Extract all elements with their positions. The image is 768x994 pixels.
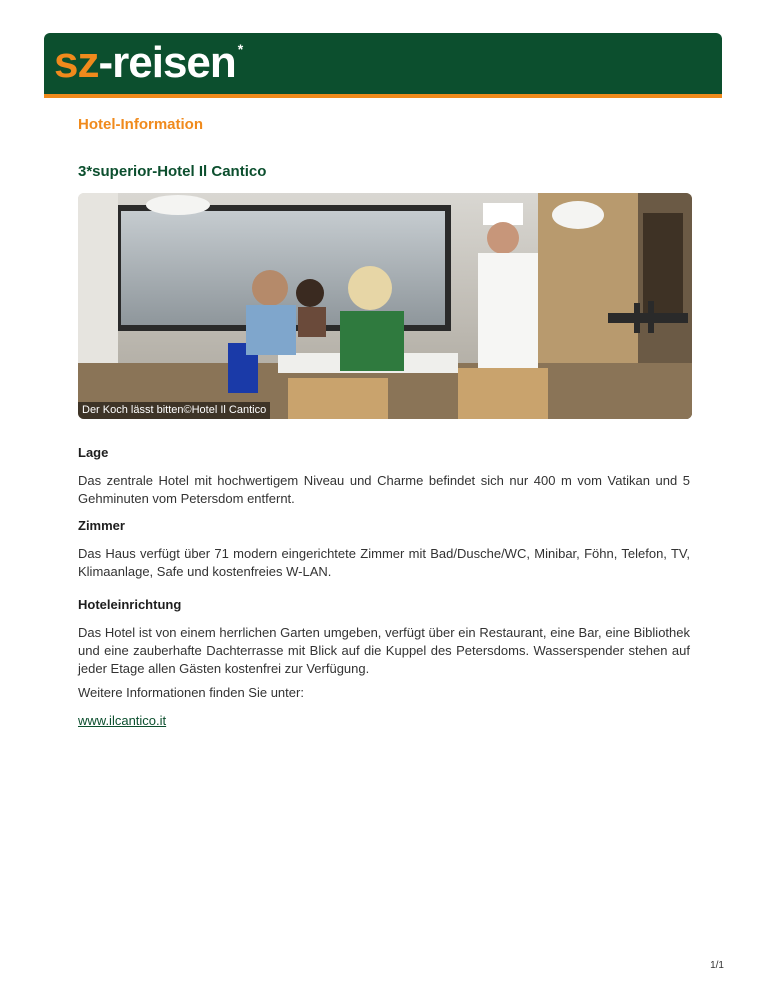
text-hoteleinrichtung: Das Hotel ist von einem herrlichen Garten umgeben, verfügt über ein Restaurant, eine Bar, eine Bibliothek und eine zauberhafte Dachterrasse mit Blick auf die Kuppel des Petersdoms. Wasserspender stehen auf jeder Etage allen Gästen kostenfrei zur Verfügung. [78, 625, 690, 676]
logo-star: * [237, 41, 243, 57]
more-info-text: Weitere Informationen finden Sie unter: [78, 685, 304, 700]
sz-reisen-logo [54, 35, 242, 91]
header-banner [44, 33, 722, 95]
heading-hoteleinrichtung: Hoteleinrichtung [78, 597, 182, 612]
text-zimmer: Das Haus verfügt über 71 modern eingerichtete Zimmer mit Bad/Dusche/WC, Minibar, Föhn, Telefon, TV, Klimaanlage, Safe und kostenfreies W-LAN. [78, 546, 690, 579]
heading-lage: Lage [78, 445, 109, 460]
restaurant-scene-image [78, 193, 692, 419]
section-label: Hotel-Information [78, 116, 203, 133]
logo-reisen: -reisen [98, 38, 236, 87]
logo-sz: sz [54, 38, 99, 87]
website-link[interactable]: www.ilcantico.it [78, 713, 167, 728]
photo-caption: Der Koch lässt bitten©Hotel Il Cantico [78, 402, 270, 419]
hotel-title: 3*superior-Hotel Il Cantico [78, 163, 267, 180]
page-number: 1/1 [710, 960, 724, 971]
hotel-photo [78, 193, 692, 419]
heading-zimmer: Zimmer [78, 518, 125, 533]
text-lage: Das zentrale Hotel mit hochwertigem Niveau und Charme befindet sich nur 400 m vom Vatikan und 5 Gehminuten vom Petersdom entfernt. [78, 473, 690, 506]
header-accent-bar [44, 94, 722, 98]
